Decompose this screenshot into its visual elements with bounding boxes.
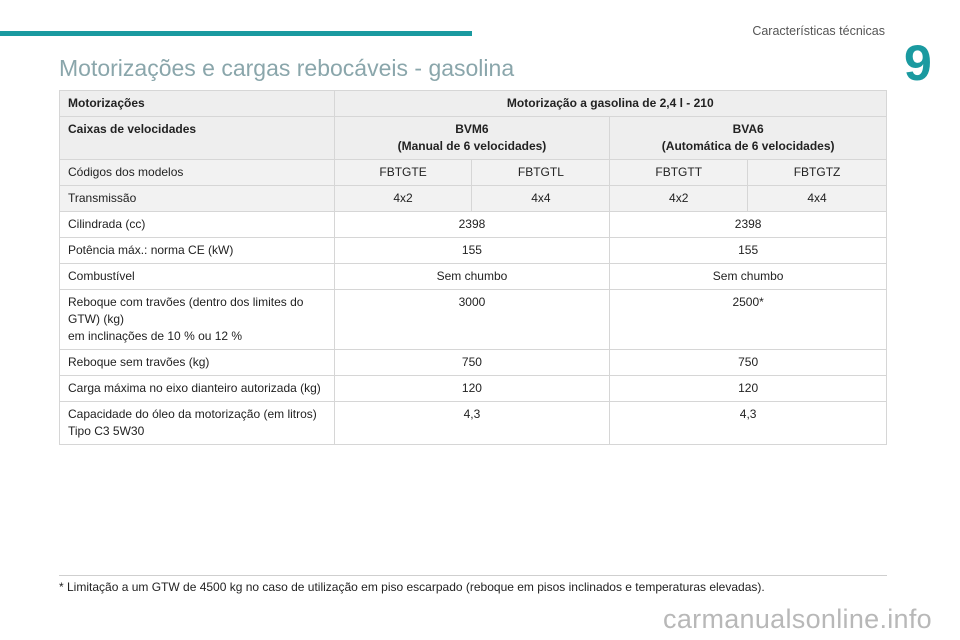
- gearbox-manual: [334, 117, 610, 160]
- fuel-auto: Sem chumbo: [610, 264, 887, 290]
- footnote-divider: [59, 575, 887, 576]
- row-label: Motorizações: [60, 91, 335, 117]
- row-label: Transmissão: [60, 186, 335, 212]
- oil-label-line: Tipo C3 5W30: [68, 424, 145, 438]
- gearbox-auto-desc: (Automática de 6 velocidades): [661, 139, 835, 153]
- braked-label-line: Reboque com travões (dentro dos limites do: [68, 295, 304, 309]
- model-code: FBTGTZ: [748, 160, 887, 186]
- specs-table: [59, 90, 887, 445]
- row-label: Cilindrada (cc): [60, 212, 335, 238]
- table-row-oil-capacity: [60, 402, 887, 445]
- gearbox-auto: [610, 117, 887, 160]
- power-auto: 155: [610, 238, 887, 264]
- row-label: [60, 290, 335, 350]
- row-label: [60, 402, 335, 445]
- displacement-auto: 2398: [610, 212, 887, 238]
- table-row-engine: [60, 91, 887, 117]
- row-label: Potência máx.: norma CE (kW): [60, 238, 335, 264]
- transmission-value: 4x2: [610, 186, 748, 212]
- engine-value: Motorização a gasolina de 2,4 l - 210: [334, 91, 886, 117]
- table-row-models: [60, 160, 887, 186]
- braked-auto: 2500*: [610, 290, 887, 350]
- model-code: FBTGTT: [610, 160, 748, 186]
- row-label: Carga máxima no eixo dianteiro autorizada (kg): [60, 376, 335, 402]
- gearbox-manual-code: BVM6: [455, 122, 489, 136]
- table-row-gearbox: [60, 117, 887, 160]
- transmission-value: 4x4: [472, 186, 610, 212]
- watermark: carmanualsonline.info: [663, 604, 932, 634]
- unbraked-manual: 750: [334, 350, 610, 376]
- table-row-displacement: [60, 212, 887, 238]
- chapter-number: 9: [904, 35, 932, 91]
- row-label: Caixas de velocidades: [60, 117, 335, 160]
- transmission-value: 4x4: [748, 186, 887, 212]
- row-label: Combustível: [60, 264, 335, 290]
- header-accent-bar: [0, 31, 472, 36]
- braked-label-line: GTW) (kg): [68, 312, 124, 326]
- table-row-unbraked-towing: [60, 350, 887, 376]
- page-title: Motorizações e cargas rebocáveis - gasolina: [59, 55, 515, 81]
- oil-manual: 4,3: [334, 402, 610, 445]
- gearbox-auto-code: BVA6: [732, 122, 764, 136]
- displacement-manual: 2398: [334, 212, 610, 238]
- oil-label-line: Capacidade do óleo da motorização (em litros): [68, 407, 317, 421]
- table-row-transmission: [60, 186, 887, 212]
- row-label: Reboque sem travões (kg): [60, 350, 335, 376]
- table-row-front-axle: [60, 376, 887, 402]
- table-row-fuel: [60, 264, 887, 290]
- footnote: * Limitação a um GTW de 4500 kg no caso de utilização em piso escarpado (reboque em pisos inclinados e temperaturas elevadas).: [59, 580, 765, 594]
- braked-label-line: em inclinações de 10 % ou 12 %: [68, 329, 243, 343]
- oil-auto: 4,3: [610, 402, 887, 445]
- table-row-power: [60, 238, 887, 264]
- power-manual: 155: [334, 238, 610, 264]
- fuel-manual: Sem chumbo: [334, 264, 610, 290]
- section-header: Características técnicas: [752, 24, 885, 38]
- transmission-value: 4x2: [334, 186, 472, 212]
- table-row-braked-towing: [60, 290, 887, 350]
- model-code: FBTGTE: [334, 160, 472, 186]
- braked-manual: 3000: [334, 290, 610, 350]
- front-axle-auto: 120: [610, 376, 887, 402]
- gearbox-manual-desc: (Manual de 6 velocidades): [397, 139, 547, 153]
- row-label: Códigos dos modelos: [60, 160, 335, 186]
- front-axle-manual: 120: [334, 376, 610, 402]
- unbraked-auto: 750: [610, 350, 887, 376]
- model-code: FBTGTL: [472, 160, 610, 186]
